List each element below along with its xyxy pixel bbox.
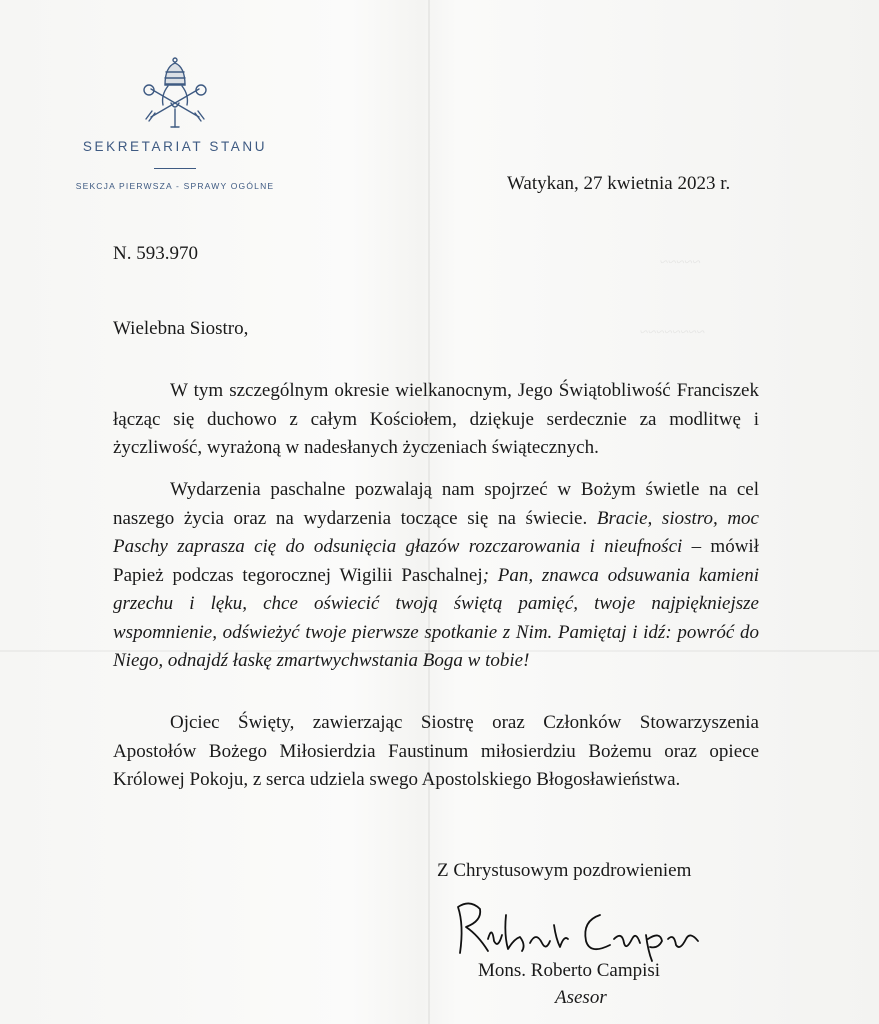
paragraph-2-text-2: – mówił Papież podczas tegorocznej Wigilii Paschalnej <box>113 536 759 586</box>
paragraph-3: Ojciec Święty, zawierzając Siostrę oraz Członków Stowarzyszenia Apostołów Bożego Miłosierdzia Faustinum miłosierdziu Bożemu oraz opiece Królowej Pokoju, z serca udziela swego Apostolskiego Błogosławieństwa. <box>113 712 759 790</box>
office-title: SEKRETARIAT STANU <box>82 139 268 154</box>
signer-title: Asesor <box>555 987 607 1008</box>
date-line: Watykan, 27 kwietnia 2023 r. <box>507 173 731 194</box>
signer-name: Mons. Roberto Campisi <box>478 960 661 981</box>
show-through: ~~~~~ <box>660 255 701 271</box>
quote-2: ; Pan, znawca odsuwania kamieni grzechu i lęku, chce oświecić twoją świętą pamięć, twoje najpiękniejsze wspomnienie, odświeżyć twoje pierwsze spotkanie z Nim. Pamiętaj i idź: powróć do Niego, odnajdź łaskę zmartwychwstania Boga w tobie! <box>113 564 759 671</box>
section-title: SEKCJA PIERWSZA - SPRAWY OGÓLNE <box>75 181 275 191</box>
handwritten-signature <box>450 895 710 965</box>
salutation: Wielebna Siostro, <box>113 318 249 339</box>
paragraph-2 <box>113 476 759 676</box>
paragraph-1: W tym szczególnym okresie wielkanocnym, Jego Świątobliwość Franciszek łącząc się duchowo z całym Kościołem, dziękuje serdecznie za modlitwę i życzliwość, wyrażoną w nadesłanych życzeniach świątecznych. <box>113 380 759 458</box>
reference-number: N. 593.970 <box>113 243 198 264</box>
paragraph-2-text: Wydarzenia paschalne pozwalają nam spojrzeć w Bożym świetle na cel naszego życia oraz na wydarzenia toczące się na świecie. <box>113 479 759 529</box>
closing-line: Z Chrystusowym pozdrowieniem <box>437 860 692 881</box>
letterhead-divider <box>154 168 196 169</box>
show-through: ~~~~~~~~ <box>640 325 705 341</box>
papal-crest-icon <box>135 55 215 135</box>
quote-1: Bracie, siostro, moc Paschy zaprasza cię do odsunięcia głazów rozczarowania i nieufności <box>113 507 759 557</box>
